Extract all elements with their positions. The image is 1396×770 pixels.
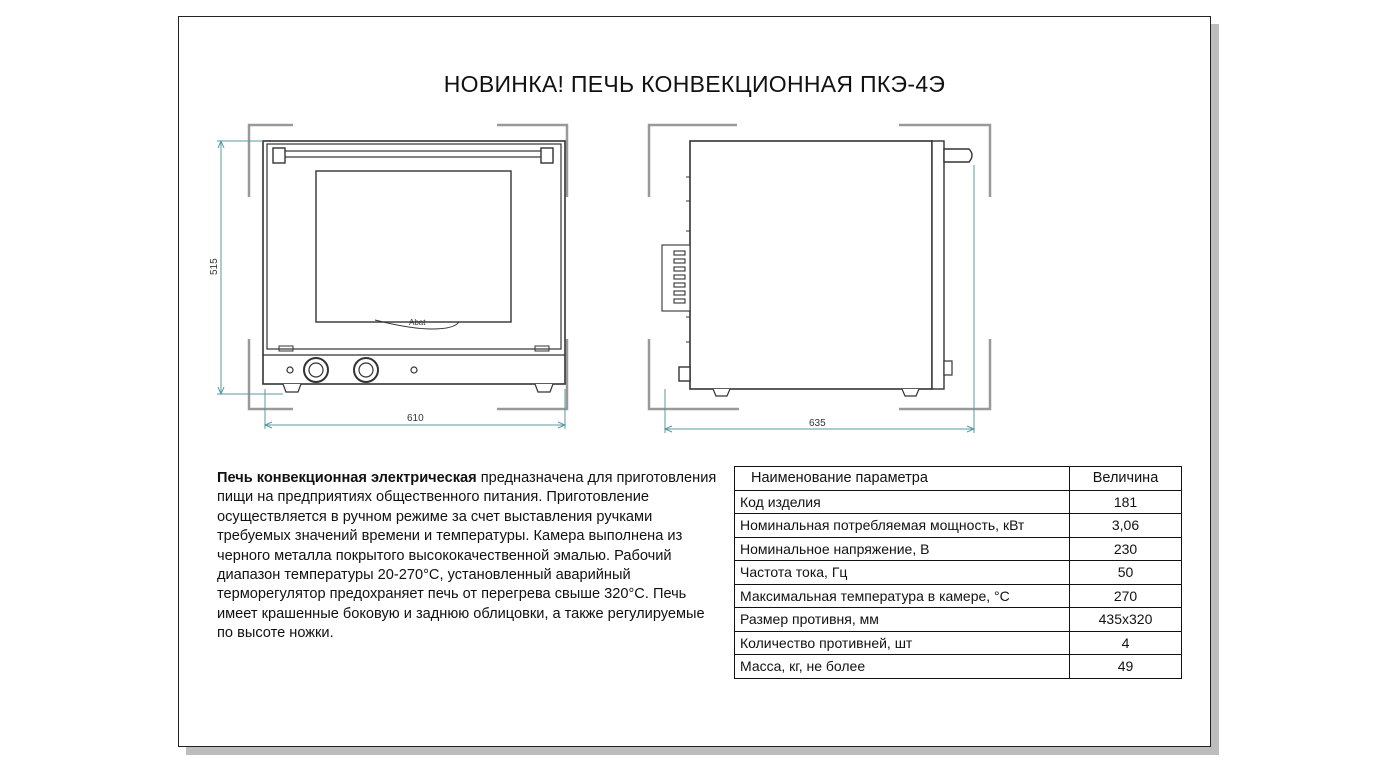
height-label: 515 <box>209 258 220 275</box>
page-title: НОВИНКА! ПЕЧЬ КОНВЕКЦИОННАЯ ПКЭ-4Э <box>443 71 946 97</box>
width-label: 610 <box>407 413 424 424</box>
param-value: 181 <box>1070 490 1182 514</box>
oven-body <box>263 141 565 384</box>
table-row <box>735 631 1182 655</box>
param-value: 230 <box>1070 537 1182 561</box>
param-name: Количество противней, шт <box>735 631 1070 655</box>
handle-right-mount <box>541 148 553 163</box>
brand-logo: Abat <box>409 318 426 327</box>
table-row <box>735 490 1182 514</box>
description-text: предназначена для приготовления пищи на предприятиях общественного питания. Приготовление осуществляется в ручном режиме за счет выставления ручками требуемых значений времени и температуры. Камера выполнена из черного металла покрытого высококачественной эмалью. Рабочий диапазон температуры 20-270°С, установленный аварийный терморегулятор предохраняет печь от перегрева свыше 320°С. Печь имеет крашенные боковую и заднюю облицовки, а также регулируемые по высоте ножки. <box>217 470 717 642</box>
param-value: 49 <box>1070 655 1182 679</box>
rear-vent <box>662 245 690 311</box>
document-sheet <box>178 16 1211 747</box>
table-header-row <box>735 467 1182 491</box>
handle-left-mount <box>273 148 285 163</box>
table-row <box>735 584 1182 608</box>
param-name: Номинальное напряжение, В <box>735 537 1070 561</box>
side-foot-rear <box>713 389 730 396</box>
foot-right <box>535 384 553 392</box>
param-value: 435х320 <box>1070 608 1182 632</box>
param-value: 3,06 <box>1070 514 1182 538</box>
table-row <box>735 514 1182 538</box>
product-description <box>217 469 717 644</box>
description-lead: Печь конвекционная электрическая <box>217 470 477 486</box>
param-name: Размер противня, мм <box>735 608 1070 632</box>
header-parameter: Наименование параметра <box>735 467 1070 491</box>
side-view <box>649 125 990 433</box>
oven-technical-drawing <box>179 17 1210 457</box>
table-row <box>735 561 1182 585</box>
param-value: 4 <box>1070 631 1182 655</box>
front-view <box>209 125 567 429</box>
depth-label: 635 <box>809 418 826 429</box>
side-foot-front <box>902 389 919 396</box>
specifications-table <box>734 466 1182 679</box>
table-row <box>735 608 1182 632</box>
side-body <box>690 141 932 389</box>
param-name: Номинальная потребляемая мощность, кВт <box>735 514 1070 538</box>
foot-left <box>283 384 301 392</box>
timer-knob <box>304 358 328 382</box>
param-value: 270 <box>1070 584 1182 608</box>
temperature-knob <box>354 358 378 382</box>
table-row <box>735 537 1182 561</box>
param-name: Частота тока, Гц <box>735 561 1070 585</box>
power-connector <box>679 367 690 381</box>
param-name: Код изделия <box>735 490 1070 514</box>
table-row <box>735 655 1182 679</box>
param-name: Максимальная температура в камере, °С <box>735 584 1070 608</box>
header-value: Величина <box>1070 467 1182 491</box>
door-edge <box>932 141 944 389</box>
param-name: Масса, кг, не более <box>735 655 1070 679</box>
side-handle <box>944 149 972 162</box>
param-value: 50 <box>1070 561 1182 585</box>
